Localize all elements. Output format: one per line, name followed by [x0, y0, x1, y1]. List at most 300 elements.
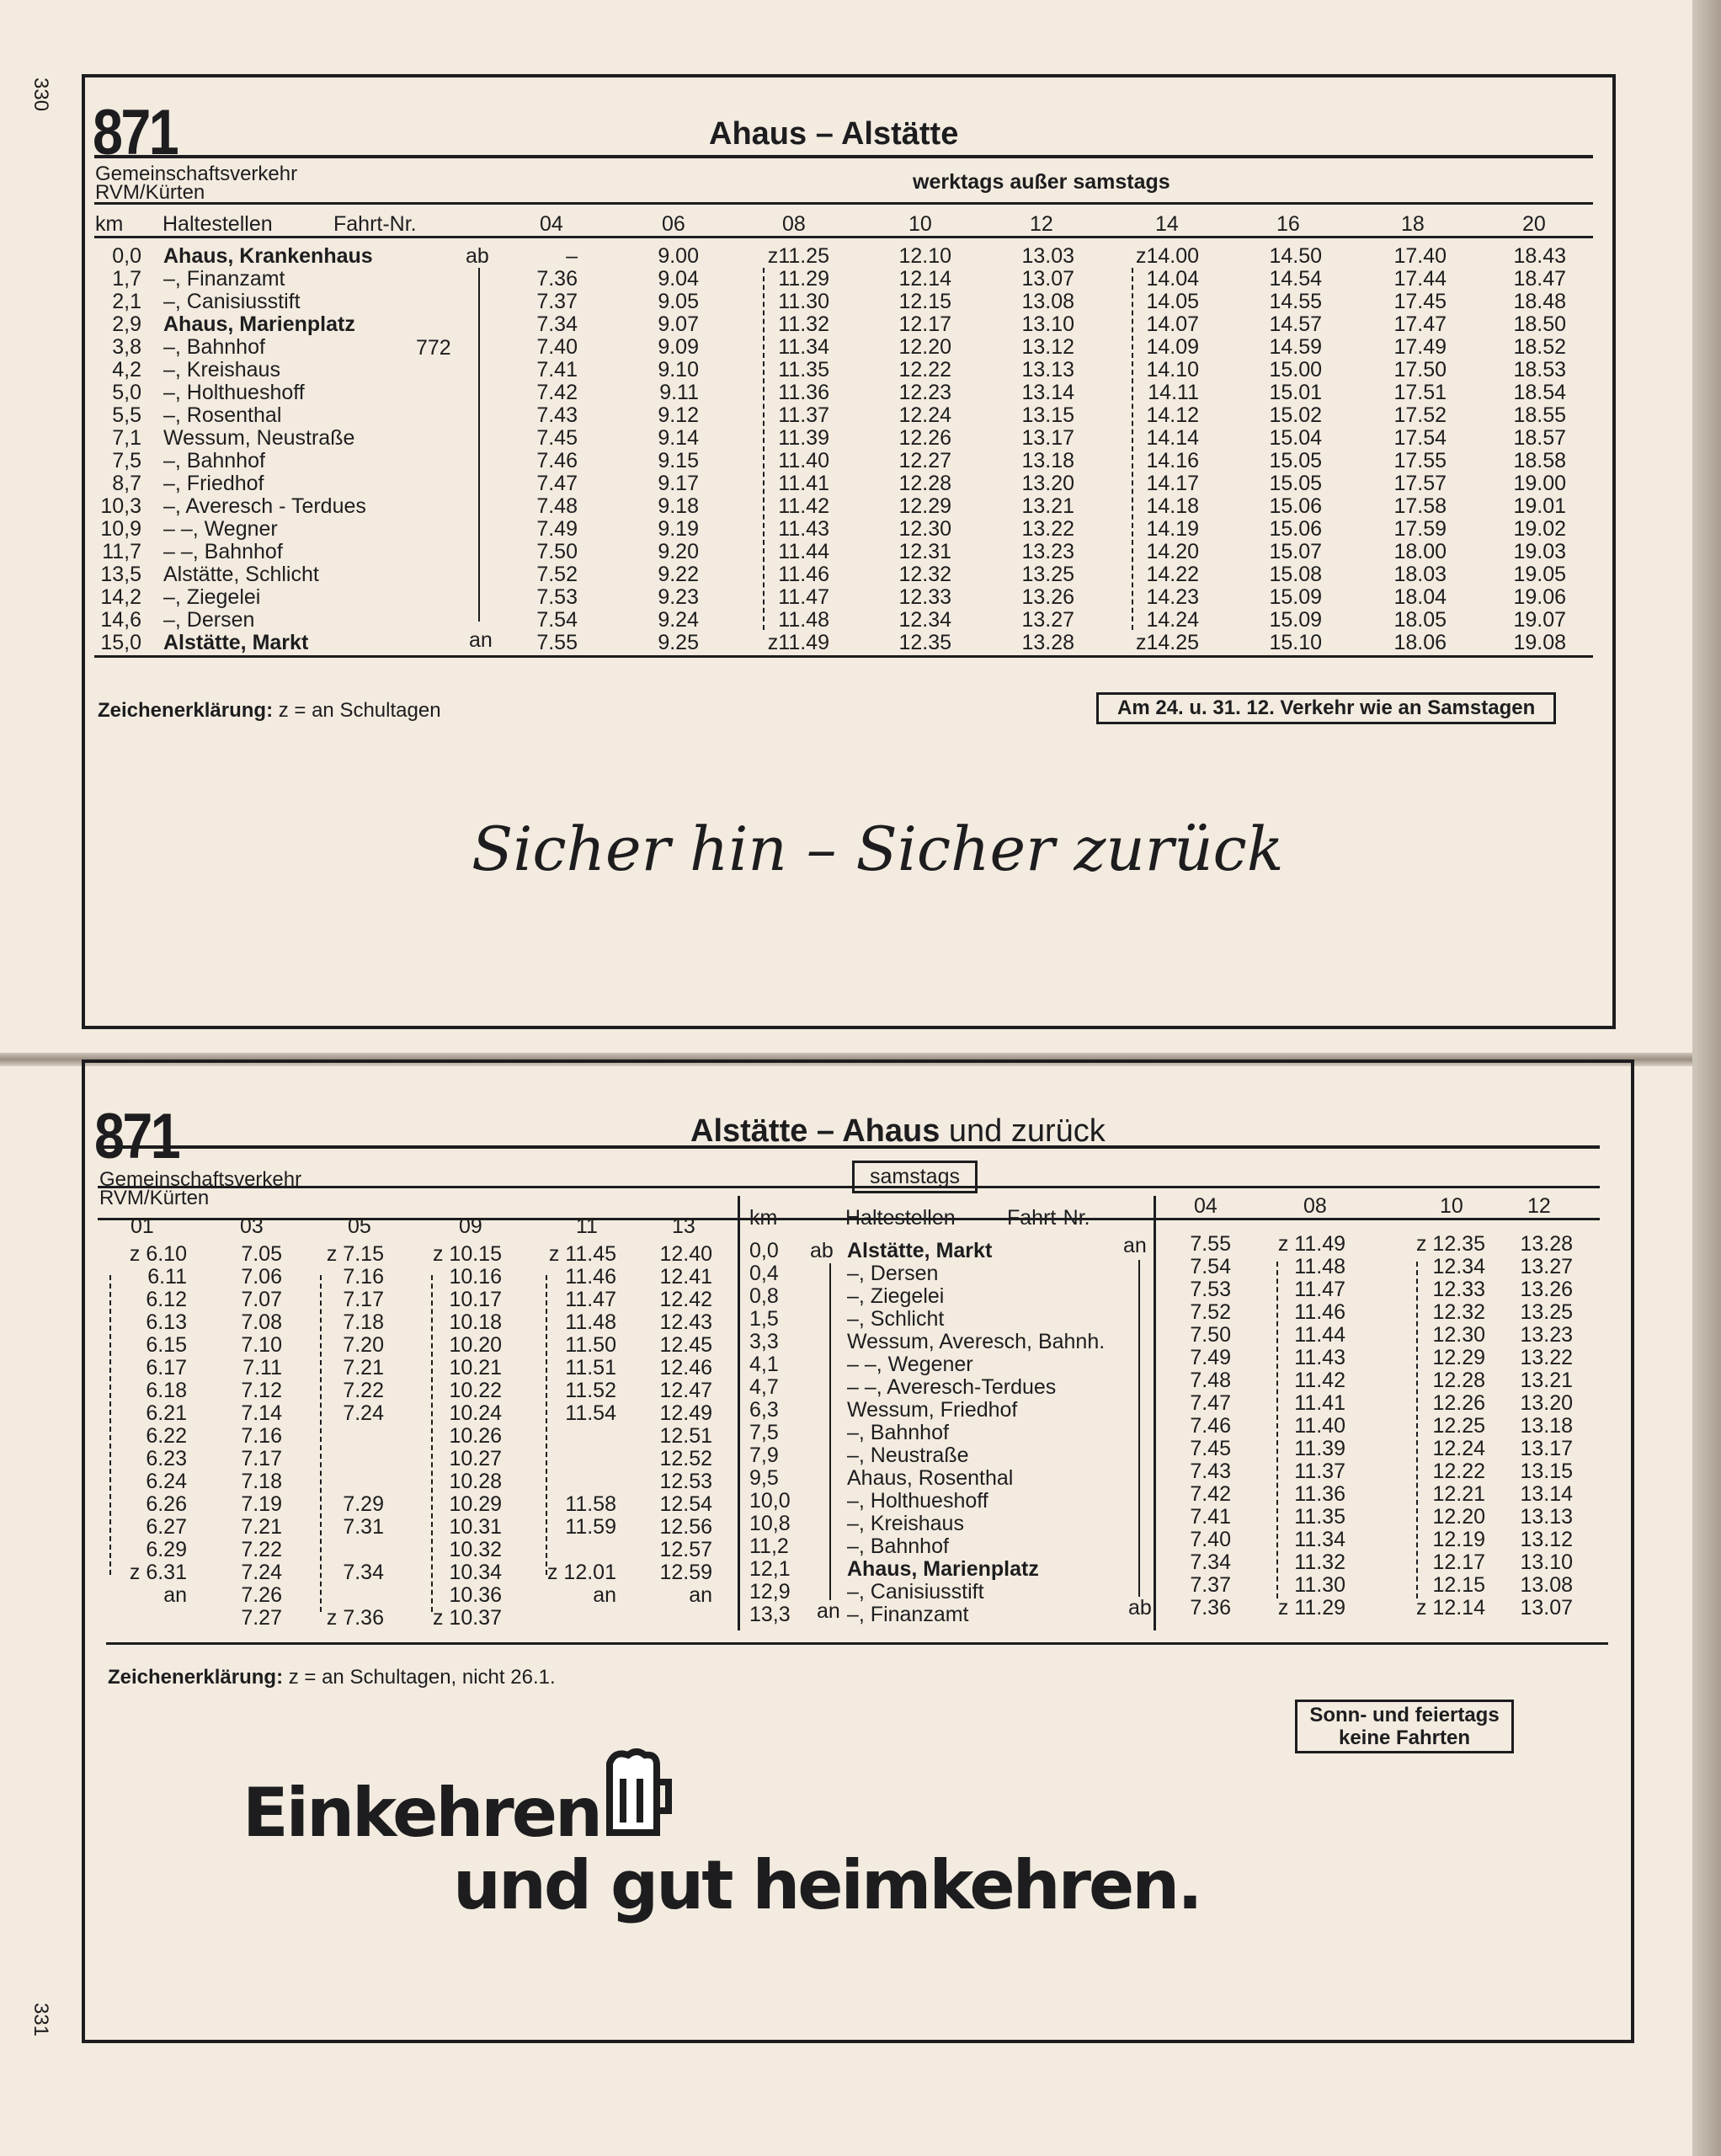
departure-time: 7.54 — [536, 608, 578, 632]
stop-name: –, Bahnhof — [847, 1534, 949, 1558]
departure-time: 12.41 — [659, 1265, 712, 1289]
trip-header: 01 — [131, 1214, 154, 1238]
departure-time: 14.09 — [1146, 335, 1199, 359]
departure-time: 7.42 — [536, 381, 578, 404]
departure-time: 15.09 — [1269, 608, 1322, 632]
service-days-top: werktags außer samstags — [913, 170, 1170, 194]
departure-time: 7.24 — [241, 1561, 282, 1584]
departure-time: 10.18 — [449, 1310, 502, 1334]
departure-time: 12.30 — [898, 517, 951, 541]
departure-time: 19.03 — [1513, 540, 1566, 563]
departure-time: 18.52 — [1513, 335, 1566, 359]
departure-time: 7.40 — [1190, 1528, 1231, 1551]
departure-time: 14.59 — [1269, 335, 1322, 359]
departure-time: 11.39 — [778, 426, 829, 450]
departure-time: 7.49 — [536, 517, 578, 541]
trip-header: 06 — [662, 212, 685, 236]
departure-time: 11.58 — [565, 1492, 616, 1516]
stop-name: –, Dersen — [163, 608, 255, 632]
departure-time: 11.36 — [778, 381, 829, 404]
departure-time: 18.57 — [1513, 426, 1566, 450]
note-line-2: keine Fahrten — [1338, 1726, 1471, 1749]
stop-km: 4,2 — [112, 358, 141, 382]
departure-time: 17.47 — [1393, 312, 1447, 336]
departure-time: 7.36 — [536, 267, 578, 291]
route-number-top: 871 — [93, 97, 178, 168]
departure-time: 11.41 — [1294, 1391, 1345, 1415]
departure-time: 13.03 — [1021, 244, 1074, 268]
departure-time: 7.06 — [241, 1265, 282, 1289]
departure-time: 13.25 — [1520, 1300, 1573, 1324]
stop-name: –, Kreishaus — [163, 358, 280, 382]
departure-time: 11.43 — [1294, 1346, 1345, 1369]
departure-time: 12.15 — [898, 290, 951, 313]
stop-km: 0,0 — [112, 244, 141, 268]
stop-km: 6,3 — [749, 1398, 779, 1422]
departure-time: 12.14 — [898, 267, 951, 291]
departure-time: 12.19 — [1432, 1528, 1485, 1551]
departure-time: 9.05 — [658, 290, 699, 313]
departure-time: z 12.14 — [1415, 1596, 1485, 1620]
departure-time: 17.55 — [1393, 449, 1447, 472]
departure-time: 13.14 — [1520, 1482, 1573, 1506]
departure-time: z 12.35 — [1415, 1232, 1485, 1256]
departure-time: 18.54 — [1513, 381, 1566, 404]
trip-header: 08 — [1303, 1194, 1327, 1218]
departure-time: an — [593, 1583, 616, 1607]
departure-time: 11.47 — [565, 1288, 616, 1311]
stop-km: 5,0 — [112, 381, 141, 404]
departure-time: 10.21 — [449, 1356, 502, 1380]
route-title-bottom — [690, 1113, 1106, 1150]
departure-time: 13.20 — [1520, 1391, 1573, 1415]
departure-time: 18.03 — [1393, 563, 1447, 586]
departure-time: z11.49 — [767, 631, 829, 654]
departure-time: 18.53 — [1513, 358, 1566, 382]
stop-name: – –, Bahnhof — [163, 540, 283, 563]
departure-time: 14.16 — [1146, 449, 1199, 472]
departure-time: 19.00 — [1513, 472, 1566, 495]
mark-ab-top: ab — [466, 244, 489, 268]
departure-time: 15.05 — [1269, 449, 1322, 472]
stop-name: –, Dersen — [847, 1262, 939, 1285]
departure-time: z 6.31 — [129, 1561, 187, 1584]
departure-time: 18.05 — [1393, 608, 1447, 632]
departure-time: 7.41 — [1190, 1505, 1231, 1529]
departure-time: 7.08 — [241, 1310, 282, 1334]
departure-time: 10.28 — [449, 1470, 502, 1493]
trip-header: 14 — [1155, 212, 1179, 236]
departure-time: z 11.45 — [548, 1242, 616, 1266]
departure-time: 7.10 — [241, 1333, 282, 1357]
departure-time: 7.17 — [241, 1447, 282, 1470]
departure-time: z 6.10 — [129, 1242, 187, 1266]
stop-name: Ahaus, Rosenthal — [847, 1466, 1014, 1490]
departure-time: 11.52 — [565, 1379, 616, 1402]
departure-time: 13.15 — [1021, 403, 1074, 427]
departure-time: 7.31 — [343, 1515, 384, 1539]
departure-time: 10.22 — [449, 1379, 502, 1402]
departure-time: 11.39 — [1294, 1437, 1345, 1460]
departure-time: 18.48 — [1513, 290, 1566, 313]
departure-time: 17.58 — [1393, 494, 1447, 518]
stop-km: 12,1 — [749, 1557, 791, 1581]
departure-time: 11.37 — [1294, 1460, 1345, 1483]
departure-time: 11.40 — [1294, 1414, 1345, 1438]
trip-header: 03 — [240, 1214, 264, 1238]
departure-time: an — [163, 1583, 187, 1607]
departure-time: 10.29 — [449, 1492, 502, 1516]
departure-time: 9.15 — [658, 449, 699, 472]
stop-km: 5,5 — [112, 403, 141, 427]
departure-time: 7.22 — [343, 1379, 384, 1402]
departure-time: 12.53 — [659, 1470, 712, 1493]
note-box-bottom — [1295, 1700, 1514, 1753]
departure-time: 19.01 — [1513, 494, 1566, 518]
mark-an-top: an — [469, 628, 493, 652]
school-day-line-14 — [1132, 268, 1133, 630]
departure-time: 15.08 — [1269, 563, 1322, 586]
departure-time: 12.35 — [898, 631, 951, 654]
departure-time: 12.22 — [898, 358, 951, 382]
table-bottom-rule-bottom — [106, 1642, 1608, 1645]
departure-time: 13.17 — [1520, 1437, 1573, 1460]
departure-time: 11.30 — [1294, 1573, 1345, 1597]
departure-time: 13.14 — [1021, 381, 1074, 404]
departure-time: 10.17 — [449, 1288, 502, 1311]
stop-name: –, Averesch - Terdues — [163, 494, 366, 518]
departure-time: 14.54 — [1269, 267, 1322, 291]
stop-km: 13,3 — [749, 1603, 791, 1626]
departure-time: z11.25 — [767, 244, 829, 268]
departure-time: 14.11 — [1148, 381, 1199, 404]
stop-km: 2,1 — [112, 290, 141, 313]
stop-name: –, Holthueshoff — [163, 381, 305, 404]
trip-header: 09 — [459, 1214, 482, 1238]
stop-name: –, Ziegelei — [847, 1284, 945, 1308]
departure-time: 14.24 — [1146, 608, 1199, 632]
trip-header: 20 — [1522, 212, 1546, 236]
stop-km: 12,9 — [749, 1580, 791, 1604]
stop-km: 7,1 — [112, 426, 141, 450]
column-rule-top — [94, 236, 1593, 238]
departure-time: 7.18 — [241, 1470, 282, 1493]
mark-ab-right: ab — [1128, 1596, 1152, 1620]
departure-time: 12.24 — [898, 403, 951, 427]
table-bottom-rule-top — [94, 655, 1593, 658]
stop-km: 0,4 — [749, 1262, 779, 1285]
stop-name: Alstätte, Schlicht — [163, 563, 319, 586]
page-number-top: 330 — [29, 77, 52, 112]
departure-time: 7.46 — [536, 449, 578, 472]
stop-km: 10,3 — [100, 494, 141, 518]
trip-header: 16 — [1276, 212, 1300, 236]
departure-time: 11.35 — [1294, 1505, 1345, 1529]
departure-time: 7.37 — [536, 290, 578, 313]
stop-km: 3,8 — [112, 335, 141, 359]
departure-time: 13.23 — [1520, 1323, 1573, 1347]
departure-time: 9.19 — [658, 517, 699, 541]
route-number-bottom: 871 — [94, 1101, 179, 1172]
departure-time: 7.50 — [1190, 1323, 1231, 1347]
departure-time: 7.27 — [241, 1606, 282, 1630]
stop-name: – –, Wegener — [847, 1353, 973, 1376]
trip-header: 11 — [576, 1214, 598, 1238]
departure-time: 14.50 — [1269, 244, 1322, 268]
departure-time: 13.20 — [1021, 472, 1074, 495]
departure-time: 9.14 — [658, 426, 699, 450]
school-day-line-r08 — [1276, 1262, 1278, 1598]
departure-time: 11.34 — [1294, 1528, 1345, 1551]
departure-time: 19.05 — [1513, 563, 1566, 586]
departure-time: 7.43 — [536, 403, 578, 427]
beer-mug-icon — [598, 1748, 674, 1845]
departure-time: 12.23 — [898, 381, 951, 404]
header-rule-top — [94, 202, 1593, 205]
stop-km: 15,0 — [100, 631, 141, 654]
school-day-line-01 — [109, 1275, 111, 1575]
mark-an-right: an — [1123, 1234, 1147, 1257]
departure-time: 15.10 — [1269, 631, 1322, 654]
departure-time: 10.32 — [449, 1538, 502, 1561]
trip-header: 04 — [540, 212, 563, 236]
departure-time: 7.53 — [536, 585, 578, 609]
school-day-line-11 — [546, 1275, 547, 1575]
departure-time: 7.42 — [1190, 1482, 1231, 1506]
stop-name: –, Finanzamt — [847, 1603, 969, 1626]
departure-time: 11.42 — [778, 494, 829, 518]
departure-time: 13.13 — [1021, 358, 1074, 382]
stop-name: –, Bahnhof — [847, 1421, 949, 1444]
departure-time: 7.55 — [536, 631, 578, 654]
departure-time: 19.07 — [1513, 608, 1566, 632]
departure-time: 12.26 — [898, 426, 951, 450]
departure-time: 9.04 — [658, 267, 699, 291]
legend-top — [98, 699, 441, 723]
departure-time: 6.12 — [146, 1288, 187, 1311]
stop-km: 14,2 — [100, 585, 141, 609]
departure-time: 9.10 — [658, 358, 699, 382]
departure-time: 7.48 — [1190, 1369, 1231, 1392]
departure-time: 7.47 — [1190, 1391, 1231, 1415]
stop-km: 9,5 — [749, 1466, 779, 1490]
departure-time: 6.26 — [146, 1492, 187, 1516]
departure-time: 14.05 — [1146, 290, 1199, 313]
departure-time: 12.25 — [1432, 1414, 1485, 1438]
departure-time: 14.07 — [1146, 312, 1199, 336]
mark-an-bottom: an — [817, 1599, 840, 1623]
departure-time: 15.01 — [1269, 381, 1322, 404]
departure-time: 9.23 — [658, 585, 699, 609]
departure-time: 7.41 — [536, 358, 578, 382]
departure-time: 18.00 — [1393, 540, 1447, 563]
departure-time: 12.52 — [659, 1447, 712, 1470]
departure-time: 7.05 — [241, 1242, 282, 1266]
stop-name: –, Ziegelei — [163, 585, 261, 609]
stop-name: –, Friedhof — [163, 472, 264, 495]
departure-time: 9.09 — [658, 335, 699, 359]
stop-km: 3,3 — [749, 1330, 779, 1353]
stop-name: –, Bahnhof — [163, 449, 265, 472]
departure-time: 7.20 — [343, 1333, 384, 1357]
departure-time: 10.20 — [449, 1333, 502, 1357]
departure-time: 7.24 — [343, 1401, 384, 1425]
departure-time: 7.43 — [1190, 1460, 1231, 1483]
stop-km: 1,5 — [749, 1307, 779, 1331]
departure-time: 6.18 — [146, 1379, 187, 1402]
col-stops-header-bottom: Haltestellen — [845, 1206, 956, 1230]
departure-time: 11.32 — [1294, 1550, 1345, 1574]
departure-time: 13.12 — [1520, 1528, 1573, 1551]
departure-time: 12.57 — [659, 1538, 712, 1561]
column-rule-bottom — [98, 1218, 1600, 1220]
departure-time: 15.07 — [1269, 540, 1322, 563]
departure-time: 14.04 — [1146, 267, 1199, 291]
departure-time: 13.08 — [1021, 290, 1074, 313]
stop-name: –, Rosenthal — [163, 403, 282, 427]
stop-name: –, Kreishaus — [847, 1512, 964, 1535]
departure-time: 12.17 — [1432, 1550, 1485, 1574]
legend-label-bottom: Zeichenerklärung: — [108, 1666, 284, 1689]
departure-time: 13.07 — [1021, 267, 1074, 291]
stop-km: 11,2 — [749, 1534, 789, 1558]
departure-time: 14.10 — [1146, 358, 1199, 382]
departure-time: 15.00 — [1269, 358, 1322, 382]
departure-time: 7.45 — [536, 426, 578, 450]
departure-time: z14.00 — [1135, 244, 1199, 268]
departure-time: 7.18 — [343, 1310, 384, 1334]
col-trip-header: Fahrt-Nr. — [333, 212, 417, 236]
stop-km: 7,5 — [112, 449, 141, 472]
legend-label-top: Zeichenerklärung: — [98, 699, 274, 722]
departure-time: 7.34 — [536, 312, 578, 336]
departure-time: 12.47 — [659, 1379, 712, 1402]
departure-time: 13.10 — [1520, 1550, 1573, 1574]
stop-name: Ahaus, Krankenhaus — [163, 244, 373, 268]
stop-name: – –, Wegner — [163, 517, 278, 541]
departure-time: 6.22 — [146, 1424, 187, 1448]
departure-time: 7.21 — [241, 1515, 282, 1539]
departure-time: 12.20 — [898, 335, 951, 359]
departure-time: z 11.49 — [1277, 1232, 1345, 1256]
departure-time: 13.17 — [1021, 426, 1074, 450]
departure-time: 9.11 — [659, 381, 699, 404]
departure-time: 6.24 — [146, 1470, 187, 1493]
stop-name: Ahaus, Marienplatz — [847, 1557, 1039, 1581]
col-trip-header-bottom: Fahrt-Nr. — [1007, 1206, 1090, 1230]
stop-name: Wessum, Friedhof — [847, 1398, 1018, 1422]
departure-time: 13.21 — [1021, 494, 1074, 518]
departure-time: 11.32 — [778, 312, 829, 336]
direction-line-left — [829, 1263, 831, 1600]
departure-time: 12.56 — [659, 1515, 712, 1539]
departure-time: z14.25 — [1135, 631, 1199, 654]
departure-time: 11.35 — [778, 358, 829, 382]
departure-time: 11.48 — [565, 1310, 616, 1334]
route-title-top: Ahaus – Alstätte — [709, 116, 959, 152]
departure-time: 9.22 — [658, 563, 699, 586]
stop-name: Wessum, Averesch, Bahnh. — [847, 1330, 1106, 1353]
departure-time: 7.21 — [343, 1356, 384, 1380]
departure-time: 14.23 — [1146, 585, 1199, 609]
stop-name: –, Holthueshoff — [847, 1489, 988, 1513]
departure-time: 7.45 — [1190, 1437, 1231, 1460]
departure-time: 12.51 — [659, 1424, 712, 1448]
legend-bottom — [108, 1666, 556, 1689]
departure-time: 10.31 — [449, 1515, 502, 1539]
stop-km: 7,5 — [749, 1421, 779, 1444]
departure-time: 14.55 — [1269, 290, 1322, 313]
departure-time: 7.36 — [1190, 1596, 1231, 1620]
legend-text-top: z = an Schultagen — [278, 699, 441, 722]
departure-time: 7.49 — [1190, 1346, 1231, 1369]
departure-time: 11.44 — [778, 540, 829, 563]
departure-time: 11.50 — [565, 1333, 616, 1357]
departure-time: 12.33 — [898, 585, 951, 609]
departure-time: 7.54 — [1190, 1255, 1231, 1278]
col-km-header-bottom: km — [749, 1206, 778, 1230]
departure-time: z 7.36 — [326, 1606, 384, 1630]
departure-time: 6.21 — [146, 1401, 187, 1425]
departure-time: 18.50 — [1513, 312, 1566, 336]
departure-time: 12.32 — [898, 563, 951, 586]
stop-km: 1,7 — [112, 267, 141, 291]
departure-time: 11.37 — [778, 403, 829, 427]
departure-time: 12.28 — [898, 472, 951, 495]
departure-time: 6.27 — [146, 1515, 187, 1539]
stop-name: Alstätte, Markt — [163, 631, 309, 654]
departure-time: 12.27 — [898, 449, 951, 472]
departure-time: 17.49 — [1393, 335, 1447, 359]
school-day-line-08 — [763, 268, 765, 630]
departure-time: 7.50 — [536, 540, 578, 563]
departure-time: 10.26 — [449, 1424, 502, 1448]
trip-header: 18 — [1401, 212, 1425, 236]
stop-km: 7,9 — [749, 1444, 779, 1467]
departure-time: 13.18 — [1021, 449, 1074, 472]
departure-time: 12.22 — [1432, 1460, 1485, 1483]
stop-name: Ahaus, Marienplatz — [163, 312, 355, 336]
departure-time: 11.40 — [778, 449, 829, 472]
departure-time: 17.59 — [1393, 517, 1447, 541]
departure-time: 7.52 — [1190, 1300, 1231, 1324]
departure-time: 13.18 — [1520, 1414, 1573, 1438]
departure-time: 12.49 — [659, 1401, 712, 1425]
stop-km: 4,7 — [749, 1375, 779, 1399]
stop-km: 0,8 — [749, 1284, 779, 1308]
stop-name: –, Schlicht — [847, 1307, 945, 1331]
school-day-line-r10 — [1416, 1262, 1418, 1598]
departure-time: 11.46 — [778, 563, 829, 586]
departure-time: 10.36 — [449, 1583, 502, 1607]
slogan-top: Sicher hin – Sicher zurück — [472, 814, 1284, 884]
departure-time: 18.47 — [1513, 267, 1566, 291]
stop-km: 2,9 — [112, 312, 141, 336]
departure-time: 11.30 — [778, 290, 829, 313]
departure-time: 11.42 — [1294, 1369, 1345, 1392]
departure-time: 9.12 — [658, 403, 699, 427]
stop-name: – –, Averesch-Terdues — [847, 1375, 1057, 1399]
departure-time: 17.44 — [1393, 267, 1447, 291]
departure-time: 10.34 — [449, 1561, 502, 1584]
departure-time: 7.55 — [1190, 1232, 1231, 1256]
slogan-line-1: Einkehren — [242, 1774, 600, 1852]
departure-time: 11.48 — [1294, 1255, 1345, 1278]
departure-time: z 12.01 — [546, 1561, 616, 1584]
departure-time: 9.07 — [658, 312, 699, 336]
departure-time: 6.13 — [146, 1310, 187, 1334]
departure-time: 13.28 — [1021, 631, 1074, 654]
